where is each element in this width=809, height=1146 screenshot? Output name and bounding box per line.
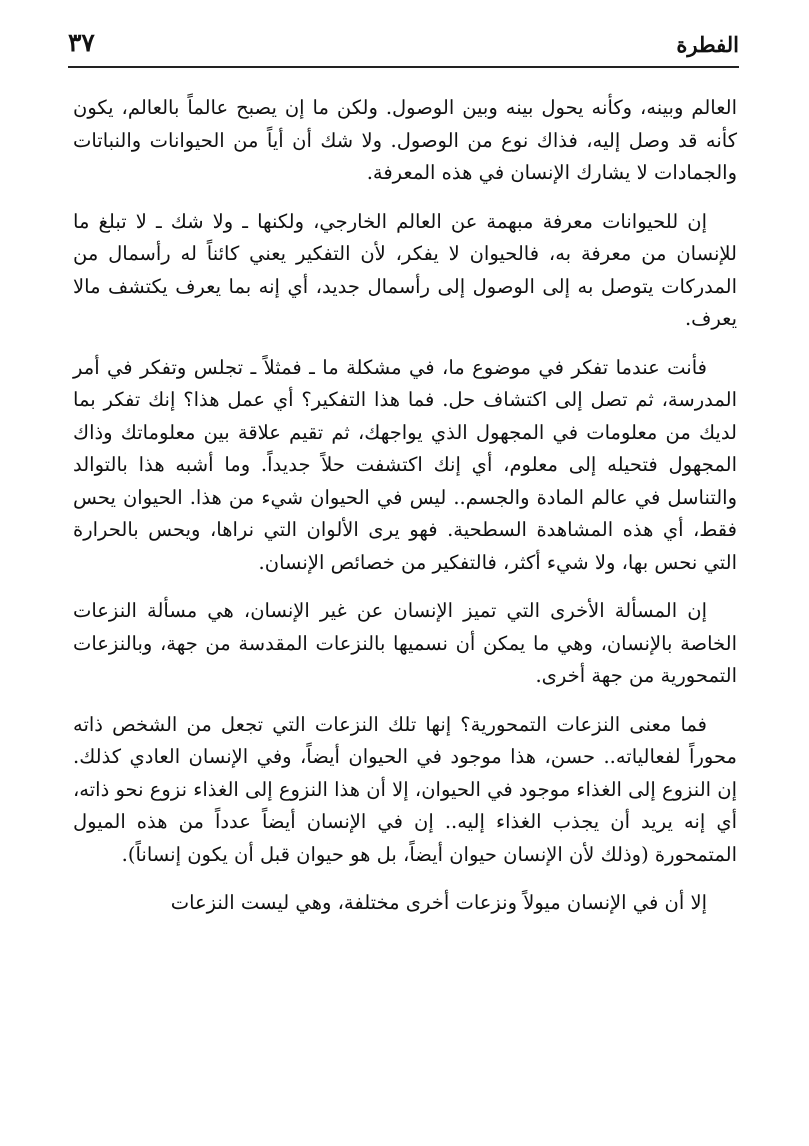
paragraph: العالم وبينه، وكأنه يحول بينه وبين الوصول. ولكن ما إن يصبح عالماً بالعالم، يكون كأنه قد وصل إليه، فذاك نوع من الوصول. ولا شك أن أياً من الحيوانات والنباتات والجمادات لا يشارك الإنسان في هذه المعرفة. (73, 96, 737, 184)
paragraph: إن المسألة الأخرى التي تميز الإنسان عن غير الإنسان، هي مسألة النزعات الخاصة بالإنسان، وهي ما يمكن أن نسميها بالنزعات المقدسة من جهة، وبالنزعات التمحورية من جهة أخرى. (73, 599, 737, 687)
page-number: ٣٧ (68, 28, 95, 57)
header-rule (68, 66, 739, 68)
body-text (73, 92, 737, 920)
chapter-title: الفطرة (676, 32, 739, 57)
paragraph: فما معنى النزعات التمحورية؟ إنها تلك النزعات التي تجعل من الشخص ذاته محوراً لفعالياته.. حسن، هذا موجود في الحيوان أيضاً، وفي الإنسان العادي كذلك. إن النزوع إلى الغذاء موجود في الحيوان، إلا أن هذا النزوع إلى الغذاء نزوع نحو ذاته، أي إنه يريد أن يجذب الغذاء إليه.. إن في الإنسان أيضاً عدداً من هذه الميول المتمحورة (وذلك لأن الإنسان حيوان أيضاً، بل هو حيوان قبل أن يكون إنساناً). (73, 712, 737, 866)
paragraph: إلا أن في الإنسان ميولاً ونزعات أخرى مختلفة، وهي ليست النزعات (170, 891, 707, 914)
paragraph: فأنت عندما تفكر في موضوع ما، في مشكلة ما ـ فمثلاً ـ تجلس وتفكر في أمر المدرسة، ثم تصل إلى اكتشاف حل. فما هذا التفكير؟ أي عمل هذا؟ إنك تفكر بما لديك من معلومات في المجهول الذي يواجهك، ثم تقيم علاقة بين معلوماتك وذاك المجهول فتحيله إلى معلوم، أي إنك اكتشفت حلاً جديداً. وما أشبه هذا بالتوالد والتناسل في عالم المادة والجسم.. ليس في الحيوان شيء من هذا. الحيوان يحس فقط، أي هذه المشاهدة السطحية. فهو يرى الألوان التي نراها، ويحس بالحرارة التي نحس بها، ولا شيء أكثر، فالتفكير من خصائص الإنسان. (73, 355, 737, 574)
paragraph: إن للحيوانات معرفة مبهمة عن العالم الخارجي، ولكنها ـ ولا شك ـ لا تبلغ ما للإنسان من معرفة به، فالحيوان لا يفكر، لأن التفكير يعني كائناً له رأسمال من المدركات يتوصل به إلى الوصول إلى رأسمال جديد، أي إنه بما يعرف يكتشف مالا يعرف. (73, 209, 737, 330)
running-header (68, 26, 739, 66)
